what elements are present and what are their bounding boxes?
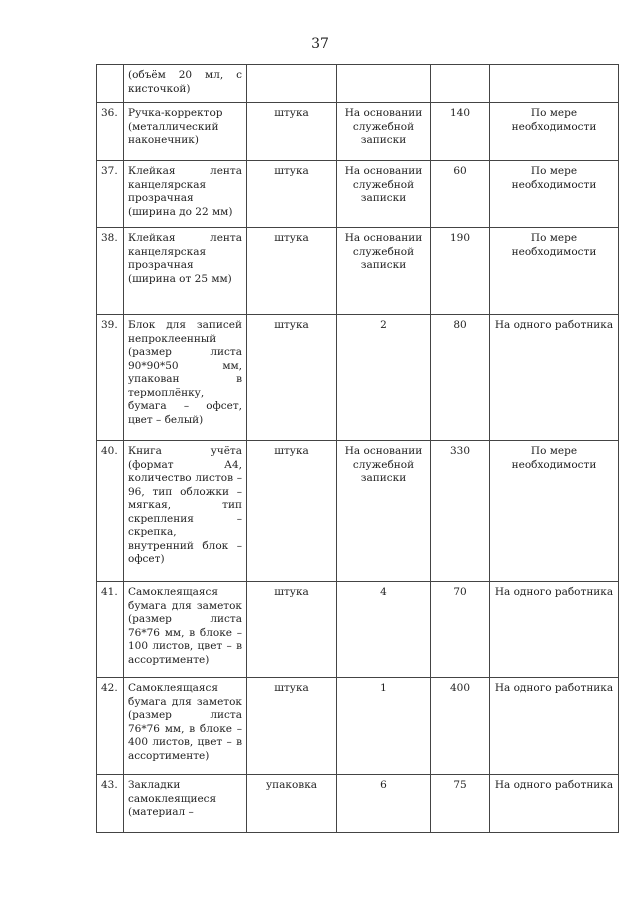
item-name: Книга учёта (формат А4, количество листов – 96, тип обложки – мягкая, тип скрепления – скрепка, внутренний блок – офсет) [124, 441, 247, 582]
item-period: На одного работника [490, 775, 619, 833]
item-basis: 2 [337, 315, 431, 441]
row-number: 40. [97, 441, 124, 582]
item-unit: штука [247, 161, 337, 228]
table-row [97, 678, 619, 775]
item-price: 140 [431, 103, 490, 161]
row-number: 41. [97, 582, 124, 678]
item-basis: 4 [337, 582, 431, 678]
item-basis: 1 [337, 678, 431, 775]
item-unit [247, 65, 337, 103]
table-row [97, 161, 619, 228]
item-price: 190 [431, 228, 490, 315]
item-price: 400 [431, 678, 490, 775]
table-row [97, 103, 619, 161]
row-number: 38. [97, 228, 124, 315]
row-number: 36. [97, 103, 124, 161]
row-number [97, 65, 124, 103]
item-price: 75 [431, 775, 490, 833]
row-number: 42. [97, 678, 124, 775]
supplies-table [96, 64, 619, 833]
item-unit: штука [247, 315, 337, 441]
row-number: 43. [97, 775, 124, 833]
item-name: Закладки самоклеящиеся (материал – [124, 775, 247, 833]
row-number: 37. [97, 161, 124, 228]
item-period: На одного работника [490, 582, 619, 678]
item-name: Самоклеящаяся бумага для заметок (размер листа 76*76 мм, в блоке – 400 листов, цвет – в ассортименте) [124, 678, 247, 775]
table-row [97, 582, 619, 678]
page-number: 37 [311, 36, 329, 52]
item-basis [337, 65, 431, 103]
item-basis: На основании служебной записки [337, 161, 431, 228]
item-basis: На основании служебной записки [337, 228, 431, 315]
item-basis: 6 [337, 775, 431, 833]
item-price: 60 [431, 161, 490, 228]
item-period: По мере необходимости [490, 228, 619, 315]
item-period: По мере необходимости [490, 441, 619, 582]
table-row [97, 775, 619, 833]
row-number: 39. [97, 315, 124, 441]
item-unit: штука [247, 103, 337, 161]
item-name: (объём 20 мл, с кисточкой) [124, 65, 247, 103]
item-period: По мере необходимости [490, 103, 619, 161]
item-name: Самоклеящаяся бумага для заметок (размер листа 76*76 мм, в блоке – 100 листов, цвет – в ассортименте) [124, 582, 247, 678]
item-period: По мере необходимости [490, 161, 619, 228]
item-name: Ручка-корректор (металлический наконечник) [124, 103, 247, 161]
item-unit: упаковка [247, 775, 337, 833]
item-name: Клейкая лента канцелярская прозрачная (ширина от 25 мм) [124, 228, 247, 315]
item-price [431, 65, 490, 103]
item-basis: На основании служебной записки [337, 441, 431, 582]
item-price: 80 [431, 315, 490, 441]
item-price: 70 [431, 582, 490, 678]
item-unit: штука [247, 582, 337, 678]
item-unit: штука [247, 228, 337, 315]
item-name: Блок для записей непроклеенный (размер листа 90*90*50 мм, упакован в термоплёнку, бумага – офсет, цвет – белый) [124, 315, 247, 441]
item-period [490, 65, 619, 103]
item-period: На одного работника [490, 315, 619, 441]
item-unit: штука [247, 678, 337, 775]
table-row [97, 441, 619, 582]
item-basis: На основании служебной записки [337, 103, 431, 161]
table-row [97, 228, 619, 315]
table-row [97, 65, 619, 103]
item-unit: штука [247, 441, 337, 582]
item-period: На одного работника [490, 678, 619, 775]
item-price: 330 [431, 441, 490, 582]
item-name: Клейкая лента канцелярская прозрачная (ширина до 22 мм) [124, 161, 247, 228]
table-row [97, 315, 619, 441]
